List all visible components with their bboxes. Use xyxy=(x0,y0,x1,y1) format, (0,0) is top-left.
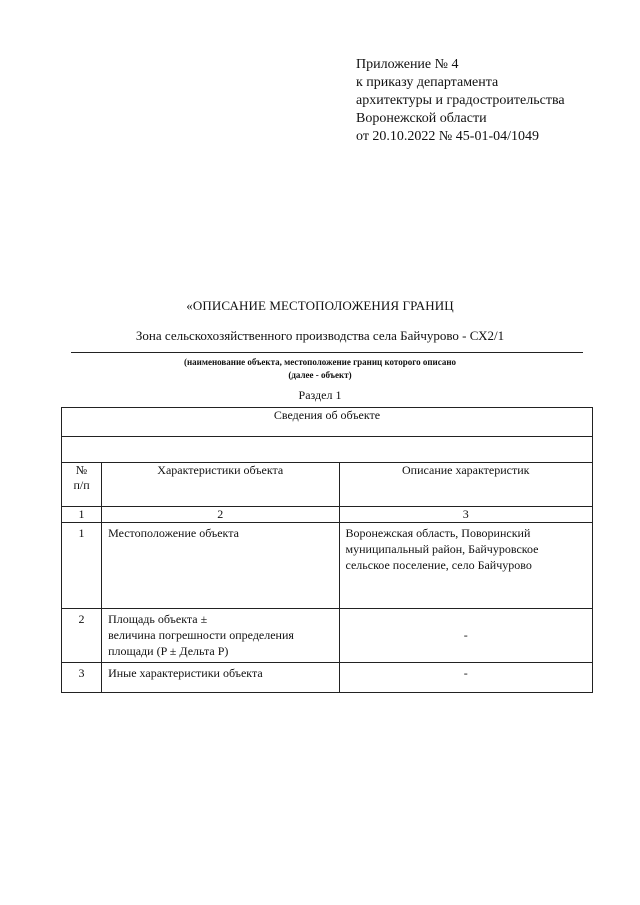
description-line: Воронежская область, Поворинский xyxy=(345,526,531,540)
underline-divider xyxy=(71,352,583,353)
row-number: 2 xyxy=(78,612,85,626)
empty-row xyxy=(62,437,593,463)
appendix-block xyxy=(356,56,565,146)
description-line: муниципальный район, Байчуровское xyxy=(345,542,539,556)
row-description xyxy=(339,663,593,693)
header-description: Описание характеристик xyxy=(339,463,593,507)
row-characteristic xyxy=(102,609,338,661)
table-row xyxy=(62,523,593,609)
row-description: - xyxy=(339,609,593,663)
appendix-line: к приказу департамента xyxy=(356,75,499,90)
header-characteristic: Характеристики объекта xyxy=(102,463,339,507)
header-number-line2: п/п xyxy=(73,478,90,492)
characteristic-line: Площадь объекта ± xyxy=(108,612,208,626)
object-name: Зона сельскохозяйственного производства села Байчурово - СХ2/1 xyxy=(135,328,505,343)
characteristic-line: величина погрешности определения xyxy=(108,628,294,642)
row-number: 1 xyxy=(78,526,85,540)
appendix-line: Приложение № 4 xyxy=(356,57,459,72)
appendix-line: Воронежской области xyxy=(356,111,487,126)
row-description-text: - xyxy=(463,666,468,680)
table-row xyxy=(62,663,593,693)
row-characteristic: Местоположение объекта xyxy=(108,526,239,540)
appendix-line: от 20.10.2022 № 45-01-04/1049 xyxy=(356,129,540,144)
object-info-table xyxy=(61,407,593,693)
column-number-3: 3 xyxy=(339,507,593,523)
object-caption-line1: (наименование объекта, местоположение границ которого описано xyxy=(183,357,457,367)
document-title: «ОПИСАНИЕ МЕСТОПОЛОЖЕНИЯ ГРАНИЦ xyxy=(186,298,454,313)
table-title: Сведения об объекте xyxy=(62,408,593,437)
characteristic-line: площади (P ± Дельта P) xyxy=(108,644,229,658)
row-description xyxy=(340,523,593,575)
section-label: Раздел 1 xyxy=(298,388,342,402)
description-line: сельское поселение, село Байчурово xyxy=(345,558,532,572)
column-number-1: 1 xyxy=(62,507,102,523)
table-row xyxy=(62,609,593,663)
row-number: 3 xyxy=(78,666,85,680)
header-number xyxy=(62,463,102,507)
appendix-line: архитектуры и градостроительства xyxy=(356,93,565,108)
column-number-2: 2 xyxy=(102,507,339,523)
object-caption-line2: (далее - объект) xyxy=(288,370,352,380)
header-number-line1: № xyxy=(75,463,88,477)
row-characteristic: Иные характеристики объекта xyxy=(108,666,263,680)
